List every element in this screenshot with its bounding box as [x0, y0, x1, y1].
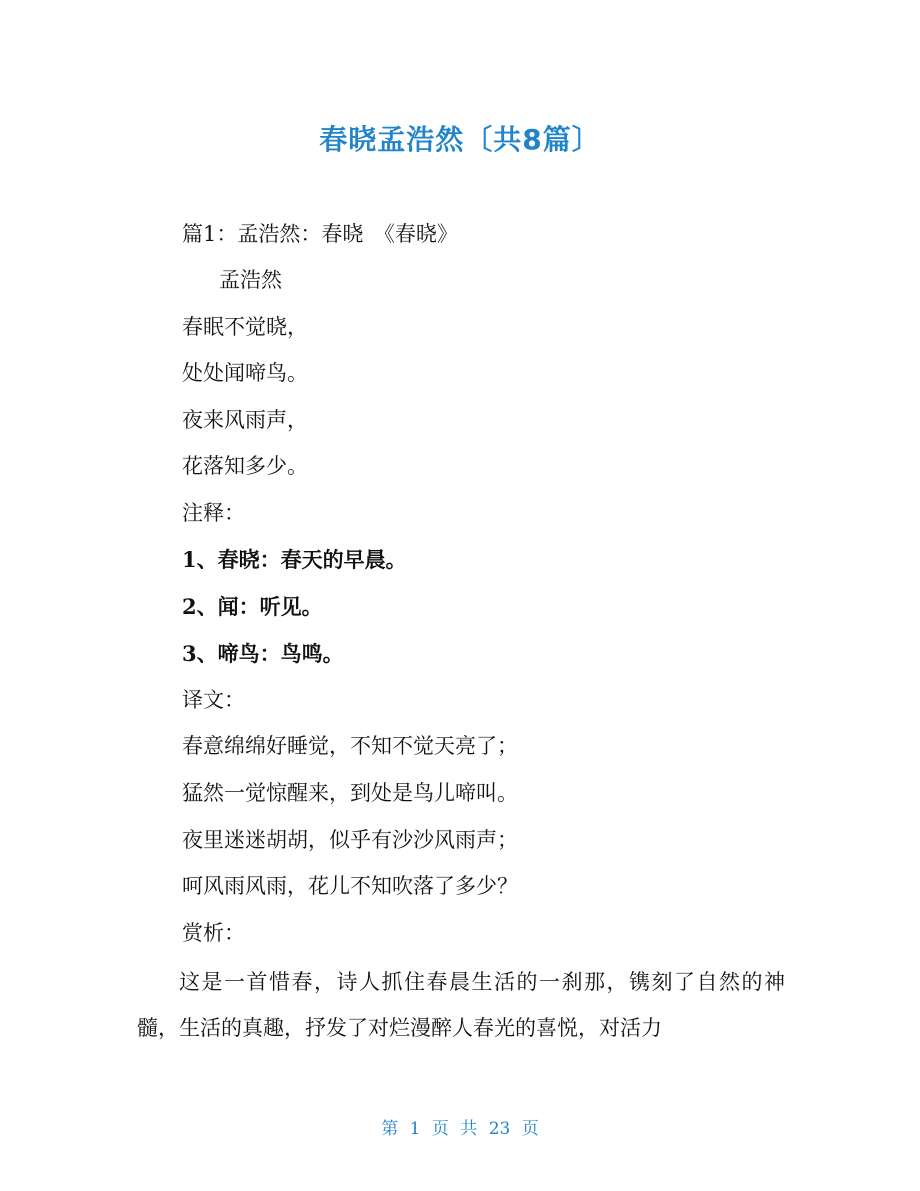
translation-line: 猛然一觉惊醒来，到处是鸟儿啼叫。: [182, 781, 518, 805]
translation-line: 春意绵绵好睡觉，不知不觉天亮了；: [182, 734, 518, 758]
notes-label: 注释：: [182, 501, 245, 525]
note-item: 3、啼鸟：鸟鸣。: [182, 641, 344, 666]
translation-line: 夜里迷迷胡胡，似乎有沙沙风雨声；: [182, 828, 518, 852]
poem-line: 春眠不觉晓，: [182, 315, 308, 339]
note-item: 2、闻：听见。: [182, 594, 323, 619]
translation-line: 呵风雨风雨，花儿不知吹落了多少？: [182, 874, 518, 898]
author-line: 孟浩然: [219, 268, 282, 292]
document-title: 春晓孟浩然〔共8篇〕: [319, 123, 601, 156]
note-item: 1、春晓：春天的早晨。: [182, 547, 407, 572]
translation-label: 译文：: [182, 688, 245, 712]
poem-line: 花落知多少。: [182, 454, 308, 478]
appreciation-paragraph: 这是一首惜春，诗人抓住春晨生活的一刹那，镌刻了自然的神髓，生活的真趣，抒发了对烂漫醉人春光的喜悦，对活力: [137, 970, 785, 1040]
appreciation-label: 赏析：: [182, 921, 245, 945]
page-number-footer: 第 1 页 共 23 页: [381, 1119, 539, 1139]
poem-line: 处处闻啼鸟。: [182, 361, 308, 385]
poem-line: 夜来风雨声，: [182, 408, 308, 432]
heading-line: 篇1：孟浩然：春晓 《春晓》: [182, 222, 458, 246]
